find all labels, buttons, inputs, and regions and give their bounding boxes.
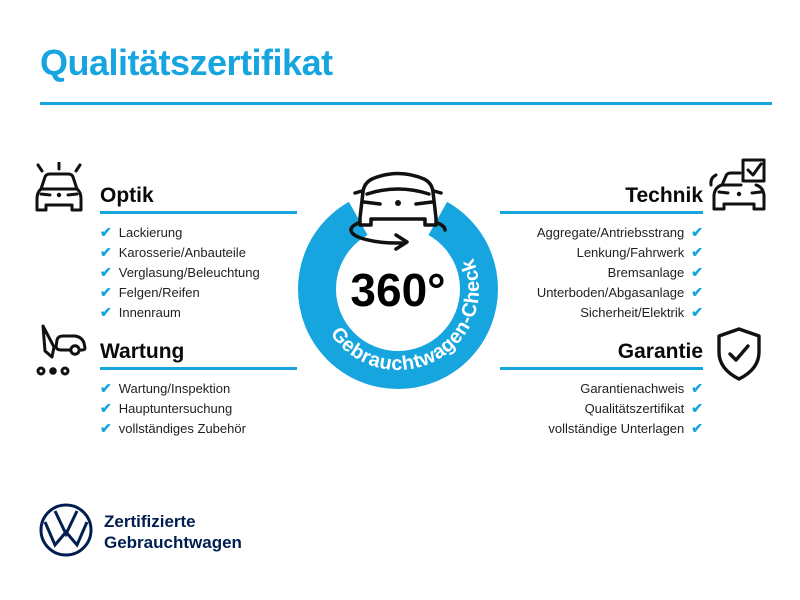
item-label: Wartung/Inspektion (118, 380, 231, 396)
vw-logo (38, 502, 94, 558)
checklist-item (100, 242, 297, 262)
check-icon: ✔ (691, 244, 703, 260)
car-checkbox-icon (708, 158, 768, 216)
360-check-ring (288, 140, 508, 400)
check-icon: ✔ (691, 224, 703, 240)
item-label: Bremsanlage (607, 264, 685, 280)
checklist-item (500, 222, 703, 242)
check-icon: ✔ (100, 224, 112, 240)
section-garantie (500, 340, 703, 438)
section-wartung (100, 340, 297, 438)
check-icon: ✔ (100, 400, 112, 416)
checklist-item (500, 302, 703, 322)
checklist (100, 378, 297, 438)
check-icon: ✔ (691, 264, 703, 280)
checklist (100, 222, 297, 322)
checklist-item (500, 242, 703, 262)
item-label: Qualitätszertifikat (584, 400, 685, 416)
checklist-item (500, 378, 703, 398)
item-label: Hauptuntersuchung (118, 400, 233, 416)
pencil-car-icon (30, 320, 88, 378)
checklist (500, 222, 703, 322)
car-front-shine-icon (29, 162, 89, 216)
check-icon: ✔ (100, 304, 112, 320)
checklist-item (500, 418, 703, 438)
item-label: Aggregate/Antriebsstrang (536, 224, 685, 240)
section-title: Wartung (100, 340, 297, 370)
check-icon: ✔ (691, 304, 703, 320)
check-icon: ✔ (100, 420, 112, 436)
checklist-item (100, 302, 297, 322)
item-label: Karosserie/Anbauteile (118, 244, 246, 260)
section-technik (500, 184, 703, 322)
section-title: Garantie (500, 340, 703, 370)
item-label: vollständige Unterlagen (548, 420, 685, 436)
checklist-item (500, 282, 703, 302)
check-icon: ✔ (100, 244, 112, 260)
car-360-icon (351, 174, 445, 250)
checklist-item (100, 398, 297, 418)
item-label: Garantienachweis (580, 380, 685, 396)
shield-check-icon (714, 327, 764, 381)
item-label: Lackierung (118, 224, 183, 240)
check-icon: ✔ (691, 380, 703, 396)
item-label: Unterboden/Abgasanlage (536, 284, 685, 300)
checklist-item (100, 282, 297, 302)
checklist-item (500, 398, 703, 418)
checklist (500, 378, 703, 438)
ring-label: Gebrauchtwagen-Check (326, 255, 485, 376)
check-icon: ✔ (691, 420, 703, 436)
item-label: Sicherheit/Elektrik (580, 304, 685, 320)
checklist-item (100, 378, 297, 398)
checklist-item (100, 418, 297, 438)
footer-brand-text (104, 511, 242, 553)
section-optik (100, 184, 297, 322)
item-label: Felgen/Reifen (118, 284, 200, 300)
page-title: Qualitätszertifikat (40, 42, 333, 83)
checklist-item (500, 262, 703, 282)
item-label: vollständiges Zubehör (118, 420, 246, 436)
item-label: Lenkung/Fahrwerk (576, 244, 685, 260)
checklist-item (100, 262, 297, 282)
check-icon: ✔ (100, 284, 112, 300)
footer-line-2: Gebrauchtwagen (104, 533, 242, 552)
degree-label: 360° (350, 264, 446, 316)
check-icon: ✔ (100, 380, 112, 396)
check-icon: ✔ (691, 284, 703, 300)
checklist-item (100, 222, 297, 242)
footer-line-1: Zertifizierte (104, 512, 196, 531)
check-icon: ✔ (100, 264, 112, 280)
item-label: Innenraum (118, 304, 181, 320)
check-icon: ✔ (691, 400, 703, 416)
item-label: Verglasung/Beleuchtung (118, 264, 260, 280)
title-divider (40, 102, 772, 105)
section-title: Optik (100, 184, 297, 214)
section-title: Technik (500, 184, 703, 214)
